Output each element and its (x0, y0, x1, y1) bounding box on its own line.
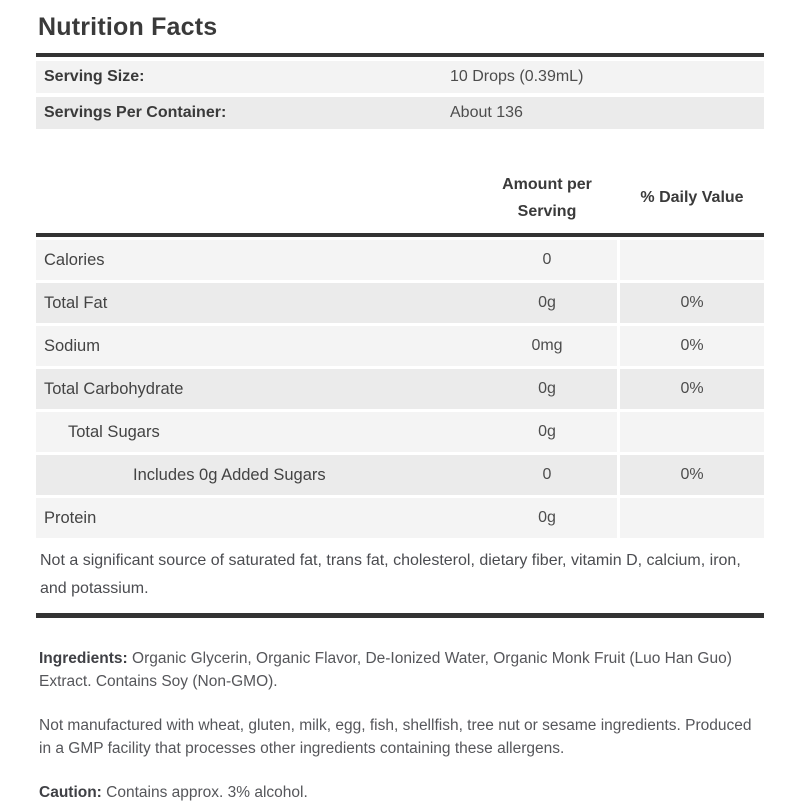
nutrient-daily-value: 0% (620, 326, 764, 366)
nutrient-daily-value: 0% (620, 369, 764, 409)
serving-info-label: Servings Per Container: (44, 104, 227, 121)
nutrient-name: Total Fat (44, 293, 108, 312)
table-row (36, 283, 764, 323)
nutrient-amount: 0g (538, 380, 556, 397)
daily-value-header: % Daily Value (640, 189, 744, 206)
nutrient-daily-value (620, 240, 764, 280)
bottom-rule (36, 613, 764, 618)
caution-paragraph (36, 782, 762, 805)
serving-info-row (36, 61, 764, 93)
nutrient-amount: 0mg (531, 337, 563, 354)
serving-info-label: Serving Size: (44, 68, 145, 85)
serving-info-section (36, 61, 764, 129)
header-rule (36, 233, 764, 237)
table-column-headers (36, 171, 764, 225)
table-row (36, 498, 764, 538)
nutrient-cell (36, 455, 617, 495)
nutrient-cell (36, 498, 617, 538)
allergen-paragraph: Not manufactured with wheat, gluten, milk, egg, fish, shellfish, tree nut or sesame ingredients. Produced in a GMP facility that processes other ingredients containing these allergens. (39, 717, 752, 757)
table-row (36, 455, 764, 495)
nutrient-daily-value: 0% (620, 283, 764, 323)
serving-info-value: About 136 (450, 104, 523, 121)
nutrition-facts-label (36, 0, 764, 805)
serving-info-row (36, 97, 764, 129)
nutrient-cell (36, 326, 617, 366)
nutrient-table (36, 240, 764, 538)
nutrient-amount: 0g (538, 423, 556, 440)
nutrient-cell (36, 412, 617, 452)
caution-label: Caution: (39, 784, 102, 801)
caution-text: Contains approx. 3% alcohol. (101, 784, 308, 801)
nutrient-amount: 0 (542, 466, 552, 483)
nutrient-amount: 0 (542, 251, 552, 268)
nutrient-cell (36, 240, 617, 280)
nutrient-name: Sodium (44, 336, 100, 355)
top-rule (36, 53, 764, 57)
nutrient-cell (36, 369, 617, 409)
ingredients-label: Ingredients: (39, 650, 128, 667)
ingredients-paragraph (36, 648, 762, 693)
table-row (36, 412, 764, 452)
table-row (36, 369, 764, 409)
nutrient-name: Total Carbohydrate (44, 379, 184, 398)
table-row (36, 326, 764, 366)
nutrient-name: Protein (44, 508, 97, 527)
nutrient-amount: 0g (538, 294, 556, 311)
page-title: Nutrition Facts (38, 13, 218, 41)
nutrient-amount: 0g (538, 509, 556, 526)
nutrient-name: Total Sugars (68, 422, 160, 441)
amount-per-serving-header: Amount per Serving (502, 176, 592, 220)
not-significant-source-note: Not a significant source of saturated fat, trans fat, cholesterol, dietary fiber, vitamin D, calcium, iron, and potassium. (40, 552, 741, 597)
nutrient-name: Calories (44, 250, 105, 269)
nutrient-daily-value: 0% (620, 455, 764, 495)
nutrient-cell (36, 283, 617, 323)
nutrient-daily-value (620, 412, 764, 452)
serving-info-value: 10 Drops (0.39mL) (450, 68, 584, 85)
table-row (36, 240, 764, 280)
nutrient-daily-value (620, 498, 764, 538)
ingredients-text: Organic Glycerin, Organic Flavor, De-Ionized Water, Organic Monk Fruit (Luo Han Guo) Extract. Contains Soy (Non-GMO). (39, 650, 732, 690)
nutrient-name: Includes 0g Added Sugars (133, 465, 326, 484)
